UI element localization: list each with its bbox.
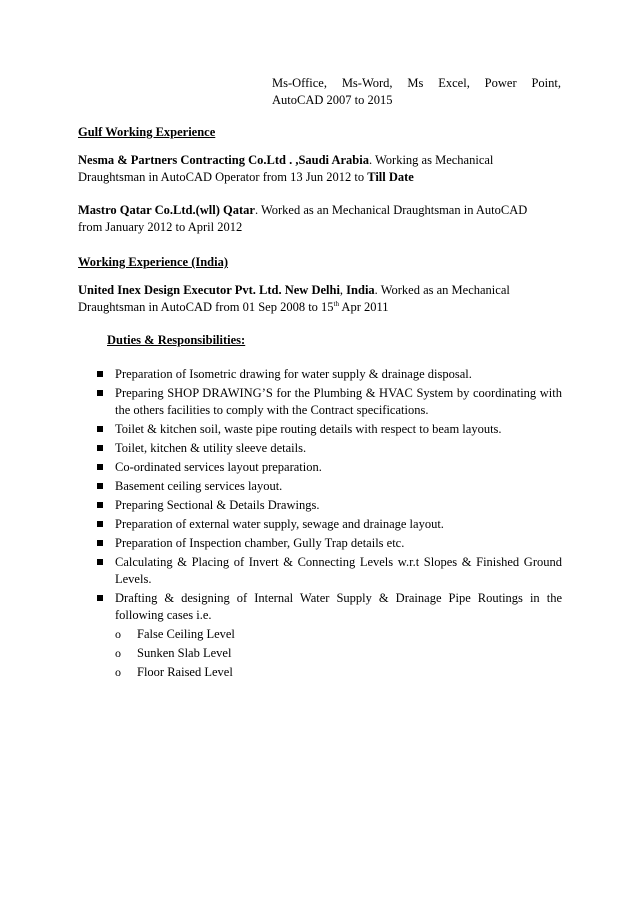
square-bullet-icon xyxy=(97,464,103,470)
duties-title: Duties & Responsibilities: xyxy=(107,333,246,347)
mastro-text-1: . Worked as an Mechanical Draughtsman in AutoCAD xyxy=(254,203,528,217)
list-item xyxy=(78,459,562,476)
square-bullet-icon xyxy=(97,521,103,527)
duty-text: Toilet & kitchen soil, waste pipe routing details with respect to beam layouts. xyxy=(115,422,502,436)
square-bullet-icon xyxy=(97,371,103,377)
nesma-text-2: Draughtsman in AutoCAD Operator from 13 Jun 2012 to xyxy=(78,170,368,184)
nesma-company: Nesma & Partners Contracting Co.Ltd . ,Saudi Arabia xyxy=(78,153,369,167)
list-item xyxy=(78,421,562,438)
sub-list-item xyxy=(115,626,562,643)
square-bullet-icon xyxy=(97,559,103,565)
software-skills xyxy=(272,75,561,109)
gulf-entry-nesma xyxy=(78,152,562,186)
duty-text: Preparing SHOP DRAWING’S for the Plumbing & HVAC System by coordinating with the others facilities to comply with the Contract specifications. xyxy=(115,386,562,417)
list-item xyxy=(78,535,562,552)
united-inex-company: United Inex Design Executor Pvt. Ltd. New Delhi xyxy=(78,283,340,297)
list-item xyxy=(78,497,562,514)
duty-text: Preparing Sectional & Details Drawings. xyxy=(115,498,320,512)
united-inex-text-2a: Draughtsman in AutoCAD from 01 Sep 2008 to 15 xyxy=(78,300,334,314)
united-inex-country: India xyxy=(346,283,375,297)
united-inex-sup: th xyxy=(333,299,339,308)
circle-bullet-icon: o xyxy=(115,646,121,660)
duty-text: Preparation of external water supply, sewage and drainage layout. xyxy=(115,517,444,531)
duties-list xyxy=(78,366,562,683)
square-bullet-icon xyxy=(97,595,103,601)
square-bullet-icon xyxy=(97,445,103,451)
duty-text: Drafting & designing of Internal Water Supply & Drainage Pipe Routings in the following cases i.e. xyxy=(115,591,562,622)
skills-line-1: Ms-Office, Ms-Word, Ms Excel, Power Point, xyxy=(272,76,561,90)
case-sub-list xyxy=(115,626,562,681)
sub-list-item xyxy=(115,664,562,681)
skills-line-2: AutoCAD 2007 to 2015 xyxy=(272,93,393,107)
mastro-text-2: from January 2012 to April 2012 xyxy=(78,220,243,234)
united-inex-text-1: . Worked as an Mechanical xyxy=(374,283,510,297)
gulf-entry-mastro xyxy=(78,202,562,236)
square-bullet-icon xyxy=(97,540,103,546)
circle-bullet-icon: o xyxy=(115,665,121,679)
list-item xyxy=(78,478,562,495)
circle-bullet-icon: o xyxy=(115,627,121,641)
list-item xyxy=(78,385,562,419)
list-item xyxy=(78,590,562,681)
united-inex-sep: , xyxy=(339,283,347,297)
list-item xyxy=(78,554,562,588)
list-item xyxy=(78,516,562,533)
list-item xyxy=(78,440,562,457)
duty-text: Basement ceiling services layout. xyxy=(115,479,283,493)
india-experience-heading: Working Experience (India) xyxy=(78,255,229,269)
duty-text: Preparation of Inspection chamber, Gully Trap details etc. xyxy=(115,536,405,550)
sub-list-item xyxy=(115,645,562,662)
square-bullet-icon xyxy=(97,390,103,396)
duty-text: Calculating & Placing of Invert & Connecting Levels w.r.t Slopes & Finished Ground Levels. xyxy=(115,555,562,586)
nesma-till-date: Till Date xyxy=(367,170,414,184)
square-bullet-icon xyxy=(97,483,103,489)
square-bullet-icon xyxy=(97,502,103,508)
india-entry-united-inex xyxy=(78,282,562,316)
duty-text: Co-ordinated services layout preparation. xyxy=(115,460,322,474)
mastro-company: Mastro Qatar Co.Ltd.(wll) Qatar xyxy=(78,203,255,217)
duty-text: Preparation of Isometric drawing for water supply & drainage disposal. xyxy=(115,367,472,381)
case-text: False Ceiling Level xyxy=(137,627,235,641)
duty-text: Toilet, kitchen & utility sleeve details. xyxy=(115,441,307,455)
list-item xyxy=(78,366,562,383)
square-bullet-icon xyxy=(97,426,103,432)
nesma-text-1: . Working as Mechanical xyxy=(368,153,494,167)
case-text: Floor Raised Level xyxy=(137,665,233,679)
case-text: Sunken Slab Level xyxy=(137,646,232,660)
gulf-experience-heading: Gulf Working Experience xyxy=(78,125,216,139)
united-inex-text-2b: Apr 2011 xyxy=(339,300,389,314)
